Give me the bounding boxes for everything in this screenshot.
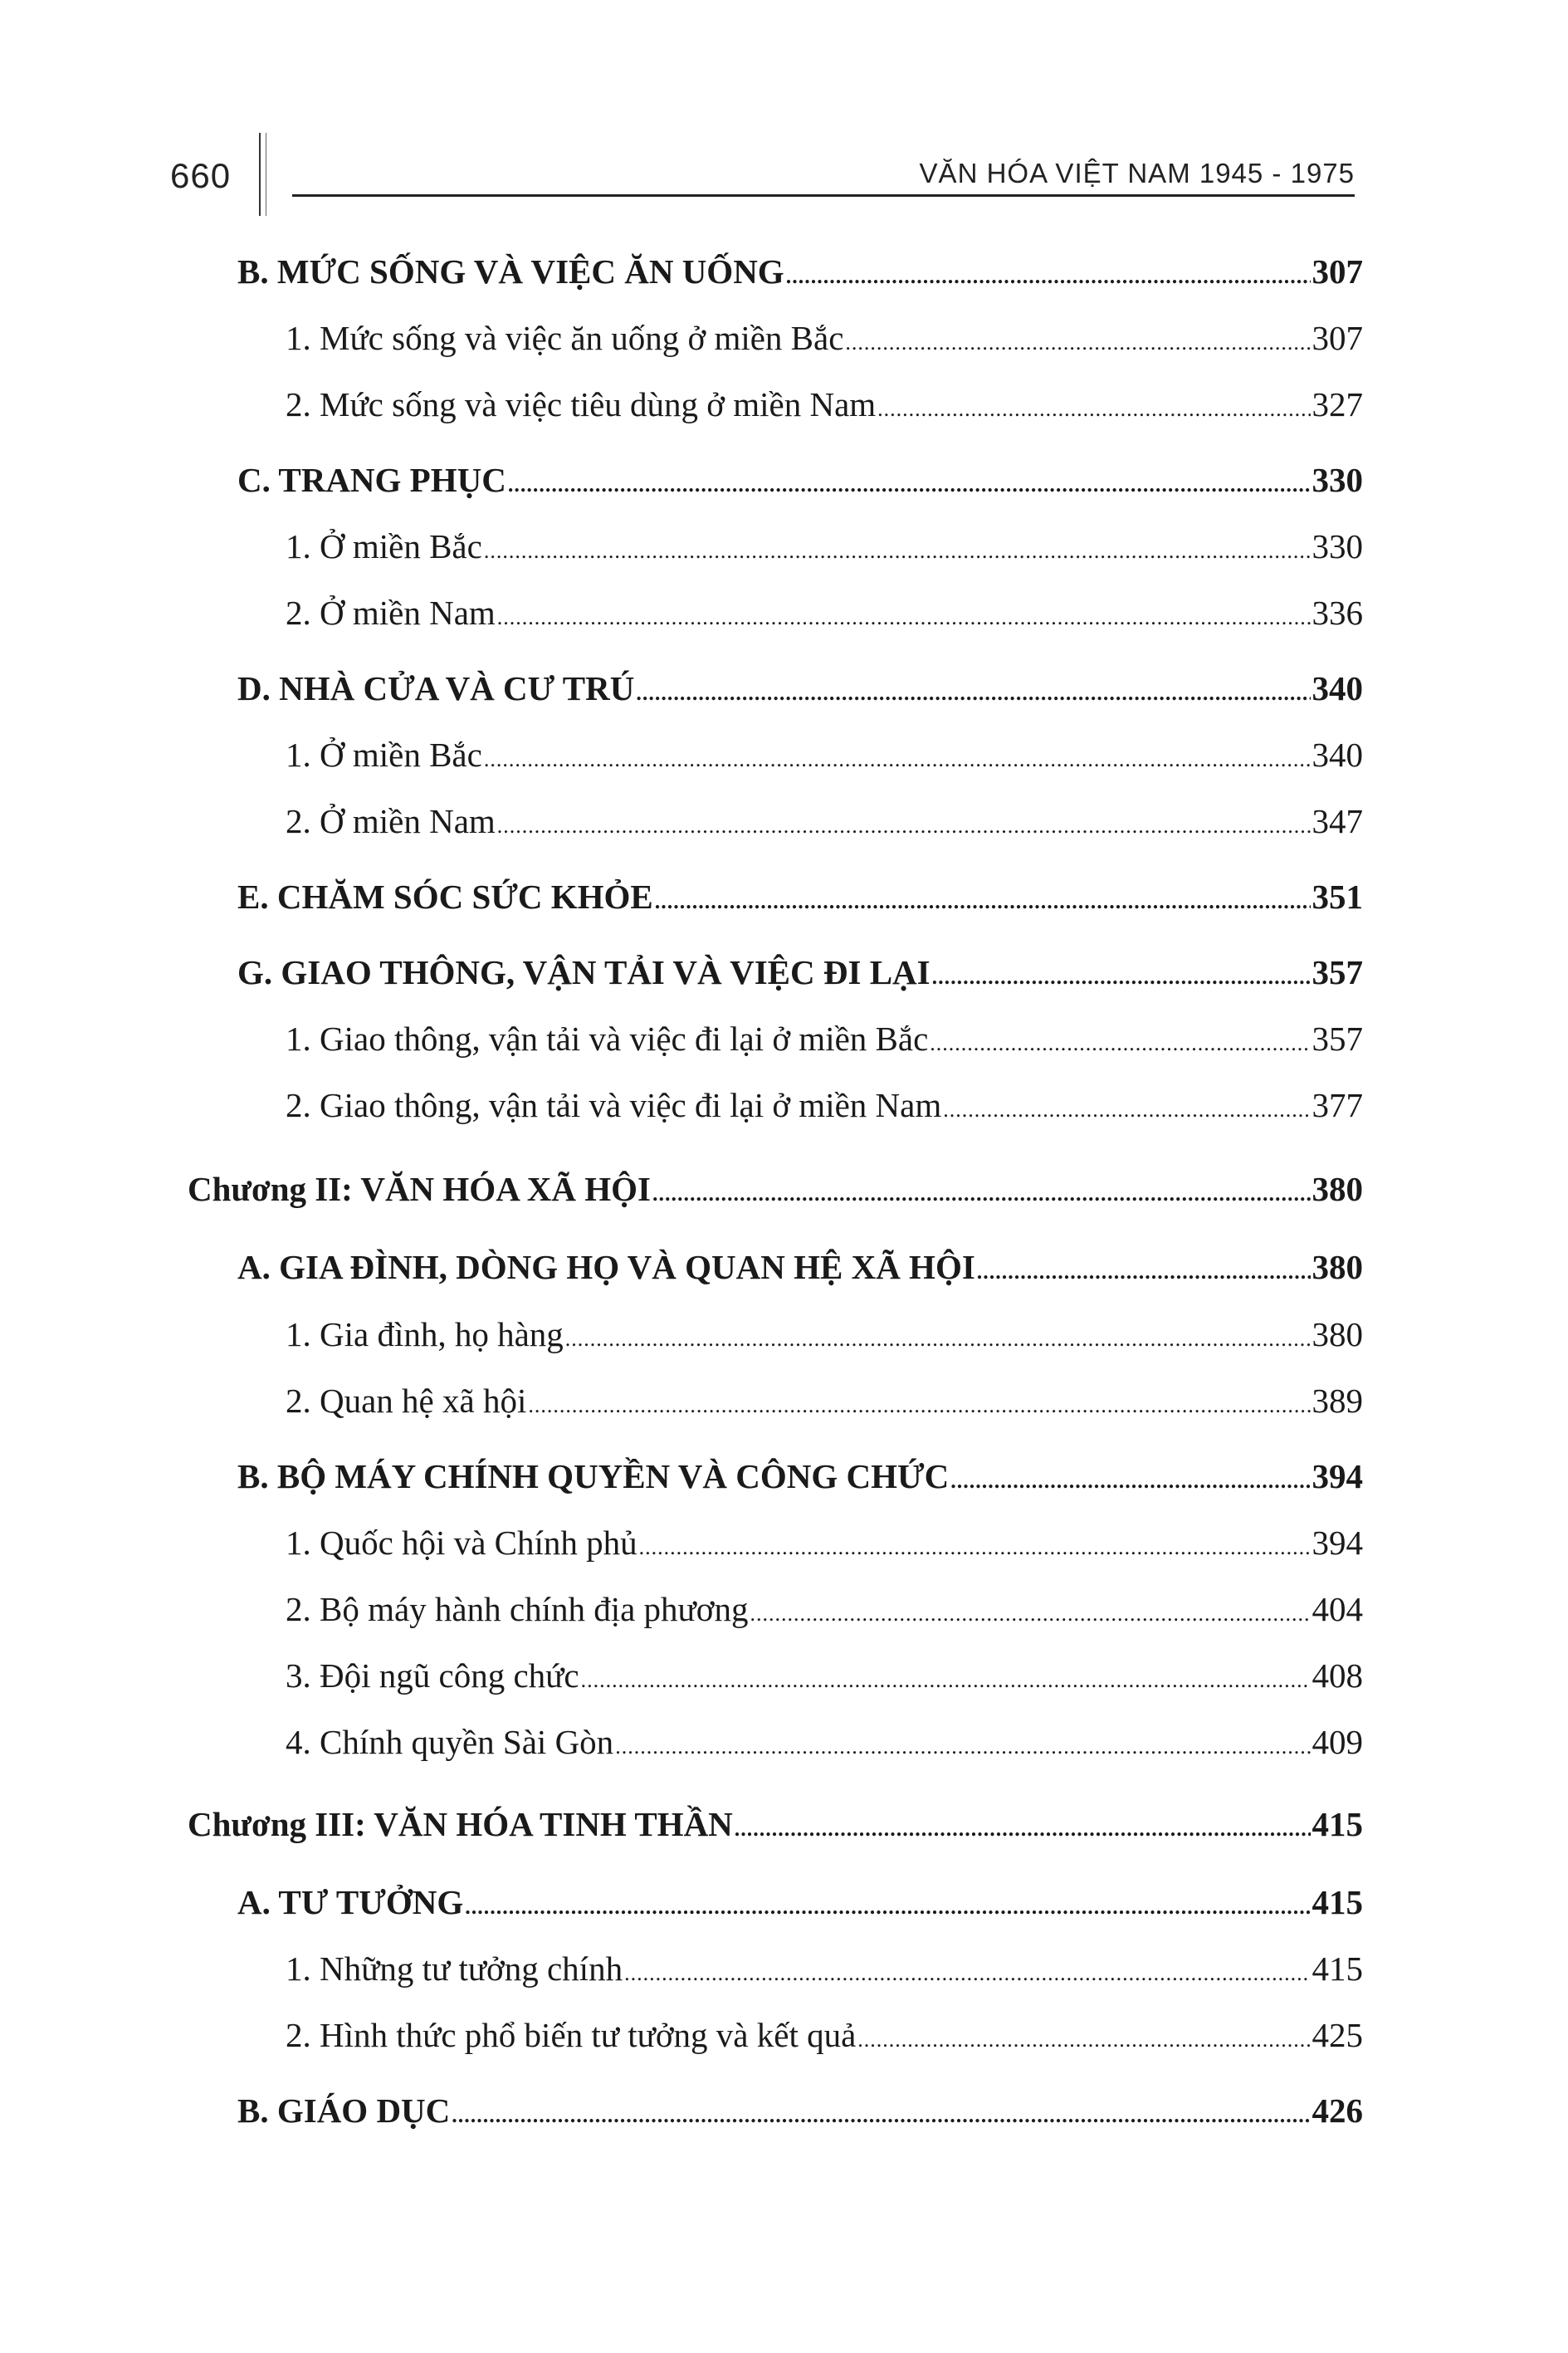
dot-leader xyxy=(977,1251,1311,1293)
header-rule xyxy=(292,194,1355,197)
toc-entry-page: 394 xyxy=(1312,1457,1363,1495)
toc-chapter-entry xyxy=(188,1168,1363,1215)
toc-entry-label: B. MỨC SỐNG VÀ VIỆC ĂN UỐNG xyxy=(237,252,784,291)
toc-section-entry xyxy=(237,876,1363,922)
running-title: VĂN HÓA VIỆT NAM 1945 - 1975 xyxy=(919,158,1355,188)
toc-section-entry xyxy=(237,1246,1363,1293)
toc-entry-page: 307 xyxy=(1312,319,1363,357)
toc-entry-page: 425 xyxy=(1312,2016,1363,2054)
toc-entry-label: 2. Bộ máy hành chính địa phương xyxy=(286,1590,749,1628)
toc-entry-page: 351 xyxy=(1312,878,1363,916)
dot-leader xyxy=(484,531,1311,572)
toc-entry-label: 2. Giao thông, vận tải và việc đi lại ở miền Nam xyxy=(286,1086,942,1124)
toc-entry-page: 389 xyxy=(1312,1382,1363,1420)
toc-entry-page: 377 xyxy=(1312,1086,1363,1124)
toc-entry-page: 380 xyxy=(1312,1170,1363,1208)
page-header xyxy=(0,0,1568,216)
toc-entry-page: 327 xyxy=(1312,385,1363,423)
toc-entry-label: E. CHĂM SÓC SỨC KHỎE xyxy=(237,878,653,916)
toc-entry-label: A. GIA ĐÌNH, DÒNG HỌ VÀ QUAN HỆ XÃ HỘI xyxy=(237,1248,975,1286)
toc-section-entry xyxy=(237,1881,1363,1928)
dot-leader xyxy=(581,1660,1311,1701)
toc-entry-label: 1. Quốc hội và Chính phủ xyxy=(286,1524,637,1562)
toc-entry-page: 394 xyxy=(1312,1524,1363,1562)
toc-entry-label: B. BỘ MÁY CHÍNH QUYỀN VÀ CÔNG CHỨC xyxy=(237,1457,950,1495)
toc-subsection-entry xyxy=(286,1588,1363,1635)
toc-entry-page: 380 xyxy=(1312,1315,1363,1353)
toc-subsection-entry xyxy=(286,1948,1363,1994)
header-divider xyxy=(259,133,266,216)
toc-entry-page: 347 xyxy=(1312,802,1363,840)
toc-entry-label: 1. Gia đình, họ hàng xyxy=(286,1315,564,1353)
dot-leader xyxy=(735,1808,1311,1850)
toc-subsection-entry xyxy=(286,2014,1363,2061)
dot-leader xyxy=(565,1318,1311,1360)
toc-subsection-entry xyxy=(286,1018,1363,1064)
toc-subsection-entry xyxy=(286,592,1363,638)
toc-entry-label: 1. Những tư tưởng chính xyxy=(286,1949,623,1988)
toc-entry-page: 340 xyxy=(1312,669,1363,707)
toc-subsection-entry xyxy=(286,1380,1363,1426)
toc-entry-page: 415 xyxy=(1312,1805,1363,1843)
toc-section-entry xyxy=(237,1455,1363,1502)
toc-entry-page: 409 xyxy=(1312,1723,1363,1761)
toc-entry-page: 307 xyxy=(1312,252,1363,291)
toc-entry-label: Chương III: VĂN HÓA TINH THẦN xyxy=(188,1805,733,1843)
dot-leader xyxy=(786,256,1311,297)
toc-subsection-entry xyxy=(286,800,1363,847)
toc-subsection-entry xyxy=(286,1313,1363,1360)
dot-leader xyxy=(652,1173,1310,1215)
toc-entry-label: 2. Ở miền Nam xyxy=(286,594,496,632)
toc-entry-label: B. GIÁO DỤC xyxy=(237,2091,451,2130)
toc-subsection-entry xyxy=(286,1522,1363,1568)
toc-entry-page: 415 xyxy=(1312,1949,1363,1988)
toc-entry-page: 404 xyxy=(1312,1590,1363,1628)
dot-leader xyxy=(528,1385,1310,1426)
toc-subsection-entry xyxy=(286,526,1363,572)
toc-entry-label: D. NHÀ CỬA VÀ CƯ TRÚ xyxy=(237,669,635,707)
dot-leader xyxy=(950,1460,1310,1502)
dot-leader xyxy=(857,2019,1310,2061)
toc-entry-label: 2. Quan hệ xã hội xyxy=(286,1382,527,1420)
dot-leader xyxy=(624,1953,1310,1994)
toc-entry-label: 4. Chính quyền Sài Gòn xyxy=(286,1723,614,1761)
toc-entry-page: 426 xyxy=(1312,2091,1363,2130)
toc-entry-page: 336 xyxy=(1312,594,1363,632)
toc-section-entry xyxy=(237,459,1363,506)
toc-entry-page: 330 xyxy=(1312,527,1363,565)
toc-entry-label: 1. Giao thông, vận tải và việc đi lại ở miền Bắc xyxy=(286,1020,929,1058)
toc-section-entry xyxy=(237,251,1363,297)
toc-entry-label: 1. Ở miền Bắc xyxy=(286,736,482,774)
toc-entry-page: 380 xyxy=(1312,1248,1363,1286)
toc-section-entry xyxy=(237,668,1363,714)
toc-section-entry xyxy=(237,2090,1363,2136)
toc-entry-page: 357 xyxy=(1312,953,1363,991)
toc-entry-label: 2. Mức sống và việc tiêu dùng ở miền Nam xyxy=(286,385,877,423)
toc-entry-page: 415 xyxy=(1312,1883,1363,1921)
dot-leader xyxy=(655,881,1311,922)
toc-entry-label: 2. Ở miền Nam xyxy=(286,802,496,840)
dot-leader xyxy=(465,1886,1310,1928)
dot-leader xyxy=(932,956,1311,998)
toc-chapter-entry xyxy=(188,1803,1363,1850)
toc-entry-label: 3. Đội ngũ công chức xyxy=(286,1656,579,1695)
toc-entry-page: 357 xyxy=(1312,1020,1363,1058)
page-number: 660 xyxy=(170,156,232,195)
dot-leader xyxy=(877,389,1310,430)
dot-leader xyxy=(943,1089,1310,1131)
dot-leader xyxy=(508,464,1311,506)
toc-entry-page: 340 xyxy=(1312,736,1363,774)
toc-entry-label: 2. Hình thức phổ biến tư tưởng và kết quả xyxy=(286,2016,857,2054)
toc-subsection-entry xyxy=(286,1721,1363,1768)
dot-leader xyxy=(497,597,1311,638)
toc-entry-label: 1. Ở miền Bắc xyxy=(286,527,482,565)
dot-leader xyxy=(452,2095,1310,2136)
toc-entry-label: G. GIAO THÔNG, VẬN TẢI VÀ VIỆC ĐI LẠI xyxy=(237,953,931,991)
dot-leader xyxy=(636,673,1310,714)
toc-subsection-entry xyxy=(286,734,1363,780)
toc-subsection-entry xyxy=(286,384,1363,430)
toc-entry-label: Chương II: VĂN HÓA XÃ HỘI xyxy=(188,1170,652,1208)
toc-subsection-entry xyxy=(286,1084,1363,1131)
toc-subsection-entry xyxy=(286,317,1363,364)
dot-leader xyxy=(845,322,1310,364)
dot-leader xyxy=(615,1726,1310,1768)
toc-entry-label: 1. Mức sống và việc ăn uống ở miền Bắc xyxy=(286,319,844,357)
dot-leader xyxy=(639,1527,1311,1568)
toc-entry-page: 330 xyxy=(1312,461,1363,499)
dot-leader xyxy=(750,1593,1310,1635)
dot-leader xyxy=(930,1023,1310,1064)
toc-entry-label: A. TƯ TƯỞNG xyxy=(237,1883,464,1921)
dot-leader xyxy=(484,739,1311,780)
toc-subsection-entry xyxy=(286,1655,1363,1701)
toc-entry-label: C. TRANG PHỤC xyxy=(237,461,506,499)
toc-section-entry xyxy=(237,951,1363,998)
toc-entry-page: 408 xyxy=(1312,1656,1363,1695)
dot-leader xyxy=(497,805,1311,847)
